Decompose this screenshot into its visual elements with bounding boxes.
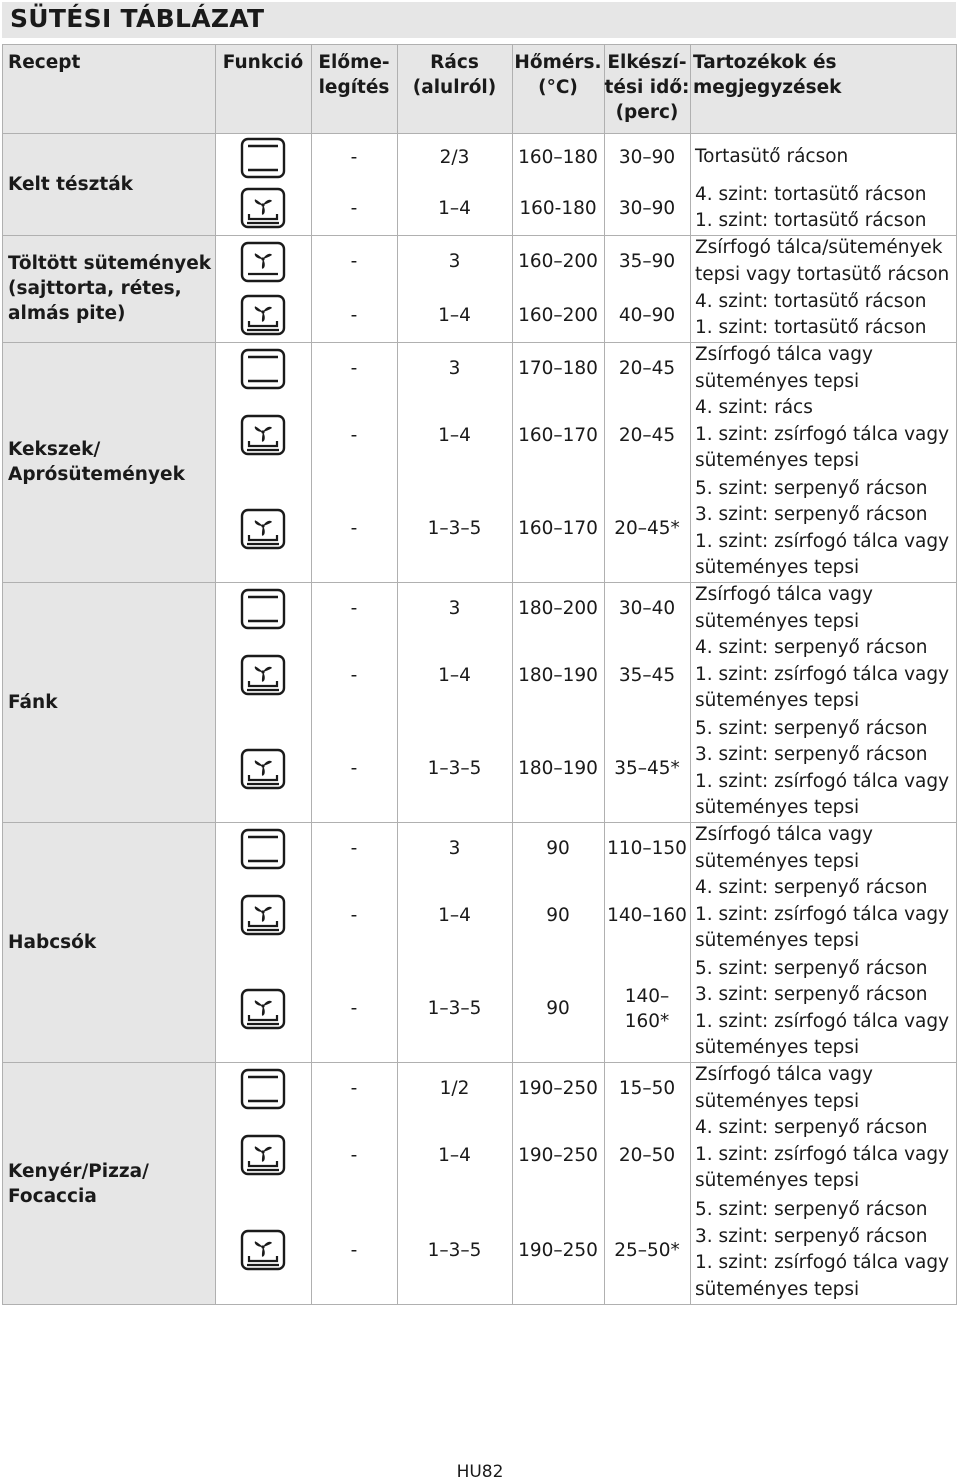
preheat-value: - [350,197,358,219]
temperature-value: 160–170 [518,518,598,539]
temperature-value: 190–250 [518,1078,598,1099]
time-value: 20–45 [618,358,676,379]
table-row [2,235,957,288]
preheat-value: - [350,358,358,379]
convection-bake-icon [240,1229,286,1275]
convection-bake-icon [240,894,286,940]
rack-value: 1–4 [438,304,471,326]
table-row [2,582,957,635]
table-row [2,635,957,715]
convection-bake-icon [240,294,286,340]
temperature-value: 160-180 [519,197,597,219]
time-value: 15–50 [618,1078,676,1099]
notes-value: 4. szint: rács 1. szint: zsírfogó tálca vagy süteményes tepsi [695,397,950,472]
time-value: 25–50* [614,1239,680,1261]
convection-bake-icon [240,187,286,233]
time-value: 35–45* [614,758,680,779]
notes-value: Zsírfogó tálca vagy süteményes tepsi [695,1064,873,1112]
time-value: 20–50 [618,1144,676,1166]
rack-value: 1–3–5 [427,518,482,539]
time-value: 110–150 [607,838,687,859]
convection-bake-icon [240,414,286,460]
notes-value: 4. szint: tortasütő rácson 1. szint: tortasütő rácson [695,290,927,338]
rack-value: 1–4 [438,424,471,446]
preheat-value: - [350,998,358,1019]
baking-table [2,44,957,1305]
temperature-value: 90 [546,998,570,1019]
preheat-value: - [350,424,358,446]
temperature-value: 160–170 [518,424,598,446]
convection-bake-icon [240,654,286,700]
preheat-value: - [350,518,358,539]
time-value: 35–90 [618,251,676,272]
rack-value: 2/3 [439,147,470,168]
preheat-value: - [350,664,358,686]
recipe-name: Habcsók [8,931,97,953]
recipe-name: Kekszek/ Aprósütemények [8,439,185,485]
time-value: 20–45 [618,424,676,446]
preheat-value: - [350,838,358,859]
notes-value: 4. szint: serpenyő rácson 1. szint: zsírfogó tálca vagy süteményes tepsi [695,877,950,952]
notes-value: 5. szint: serpenyő rácson 3. szint: serpenyő rácson 1. szint: zsírfogó tálca vagy süteményes tepsi [695,957,950,1058]
temperature-value: 190–250 [518,1239,598,1261]
preheat-value: - [350,147,358,168]
time-value: 140– 160* [624,985,670,1032]
convection-bake-icon [240,748,286,794]
table-row [2,715,957,822]
preheat-value: - [350,304,358,326]
time-value: 40–90 [618,304,676,326]
rack-value: 3 [448,251,461,272]
recipe-name: Töltött sütemények (sajttorta, rétes, almás pite) [8,253,212,324]
temperature-value: 180–200 [518,598,598,619]
notes-value: Zsírfogó tálca vagy süteményes tepsi [695,584,873,632]
rack-value: 1–3–5 [427,758,482,779]
notes-value: 5. szint: serpenyő rácson 3. szint: serpenyő rácson 1. szint: zsírfogó tálca vagy süteményes tepsi [695,1199,950,1300]
preheat-value: - [350,1078,358,1099]
notes-value: 5. szint: serpenyő rácson 3. szint: serpenyő rácson 1. szint: zsírfogó tálca vagy süteményes tepsi [695,717,950,818]
page-title: SÜTÉSI TÁBLÁZAT [10,4,265,33]
temperature-value: 190–250 [518,1144,598,1166]
convection-bake-icon [240,988,286,1034]
recipe-name: Kenyér/Pizza/ Focaccia [8,1160,149,1207]
rack-value: 1–3–5 [427,1239,482,1261]
temperature-value: 90 [546,904,570,926]
header-preheat: Előme- legítés [318,52,390,98]
preheat-value: - [350,1144,358,1166]
rack-value: 1–3–5 [427,998,482,1019]
time-value: 20–45* [614,518,680,539]
notes-value: 5. szint: serpenyő rácson 3. szint: serpenyő rácson 1. szint: zsírfogó tálca vagy süteményes tepsi [695,477,950,578]
header-function: Funkció [222,52,304,73]
conventional-oven-icon [240,1068,286,1114]
temperature-value: 160–200 [518,304,598,326]
conventional-oven-icon [240,588,286,634]
recipe-name: Fánk [8,691,58,713]
time-value: 30–90 [618,147,676,168]
table-row [2,822,957,875]
table-row [2,288,957,342]
notes-value: Zsírfogó tálca vagy süteményes tepsi [695,824,873,872]
table-row [2,342,957,395]
preheat-value: - [350,1239,358,1261]
time-value: 35–45 [618,664,676,686]
rack-value: 1/2 [439,1078,470,1099]
recipe-name: Kelt tészták [8,174,133,195]
table-row [2,475,957,582]
preheat-value: - [350,251,358,272]
page-title-bar [2,2,956,38]
conventional-oven-icon [240,348,286,394]
time-value: 30–90 [618,197,676,219]
table-row [2,1115,957,1195]
header-time: Elkészí- tési idő: (perc) [604,52,690,123]
conventional-oven-icon [240,137,286,183]
preheat-value: - [350,758,358,779]
rack-value: 1–4 [438,904,471,926]
temperature-value: 170–180 [518,358,598,379]
notes-value: 4. szint: tortasütő rácson 1. szint: tortasütő rácson [695,183,927,231]
table-row [2,1195,957,1305]
convection-bake-icon [240,508,286,554]
convection-bake-icon [240,1134,286,1180]
table-row [2,134,957,181]
temperature-value: 160–200 [518,251,598,272]
header-notes: Tartozékok és megjegyzések [693,52,842,98]
table-rule [2,44,957,45]
rack-value: 3 [448,358,461,379]
temperature-value: 160–180 [518,147,598,168]
table-row [2,875,957,955]
rack-value: 1–4 [438,197,471,219]
header-recipe: Recept [8,52,81,73]
rack-value: 1–4 [438,664,471,686]
header-temp: Hőmérs. (°C) [514,52,602,98]
table-row [2,1062,957,1115]
notes-value: 4. szint: serpenyő rácson 1. szint: zsírfogó tálca vagy süteményes tepsi [695,1117,950,1192]
notes-value: Zsírfogó tálca/sütemények tepsi vagy tortasütő rácson [695,237,950,285]
preheat-value: - [350,904,358,926]
notes-value: Tortasütő rácson [695,146,849,168]
time-value: 30–40 [618,598,676,619]
header-rack: Rács (alulról) [412,52,497,98]
preheat-value: - [350,598,358,619]
notes-value: 4. szint: serpenyő rácson 1. szint: zsírfogó tálca vagy süteményes tepsi [695,637,950,712]
temperature-value: 180–190 [518,758,598,779]
convection-bake-icon [240,241,286,287]
table-row [2,955,957,1062]
temperature-value: 180–190 [518,664,598,686]
temperature-value: 90 [546,838,570,859]
rack-value: 1–4 [438,1144,471,1166]
table-row [2,181,957,235]
table-row [2,395,957,475]
notes-value: Zsírfogó tálca vagy süteményes tepsi [695,344,873,392]
time-value: 140–160 [607,904,687,926]
rack-value: 3 [448,838,461,859]
rack-value: 3 [448,598,461,619]
conventional-oven-icon [240,828,286,874]
page-number: HU82 [456,1462,504,1482]
